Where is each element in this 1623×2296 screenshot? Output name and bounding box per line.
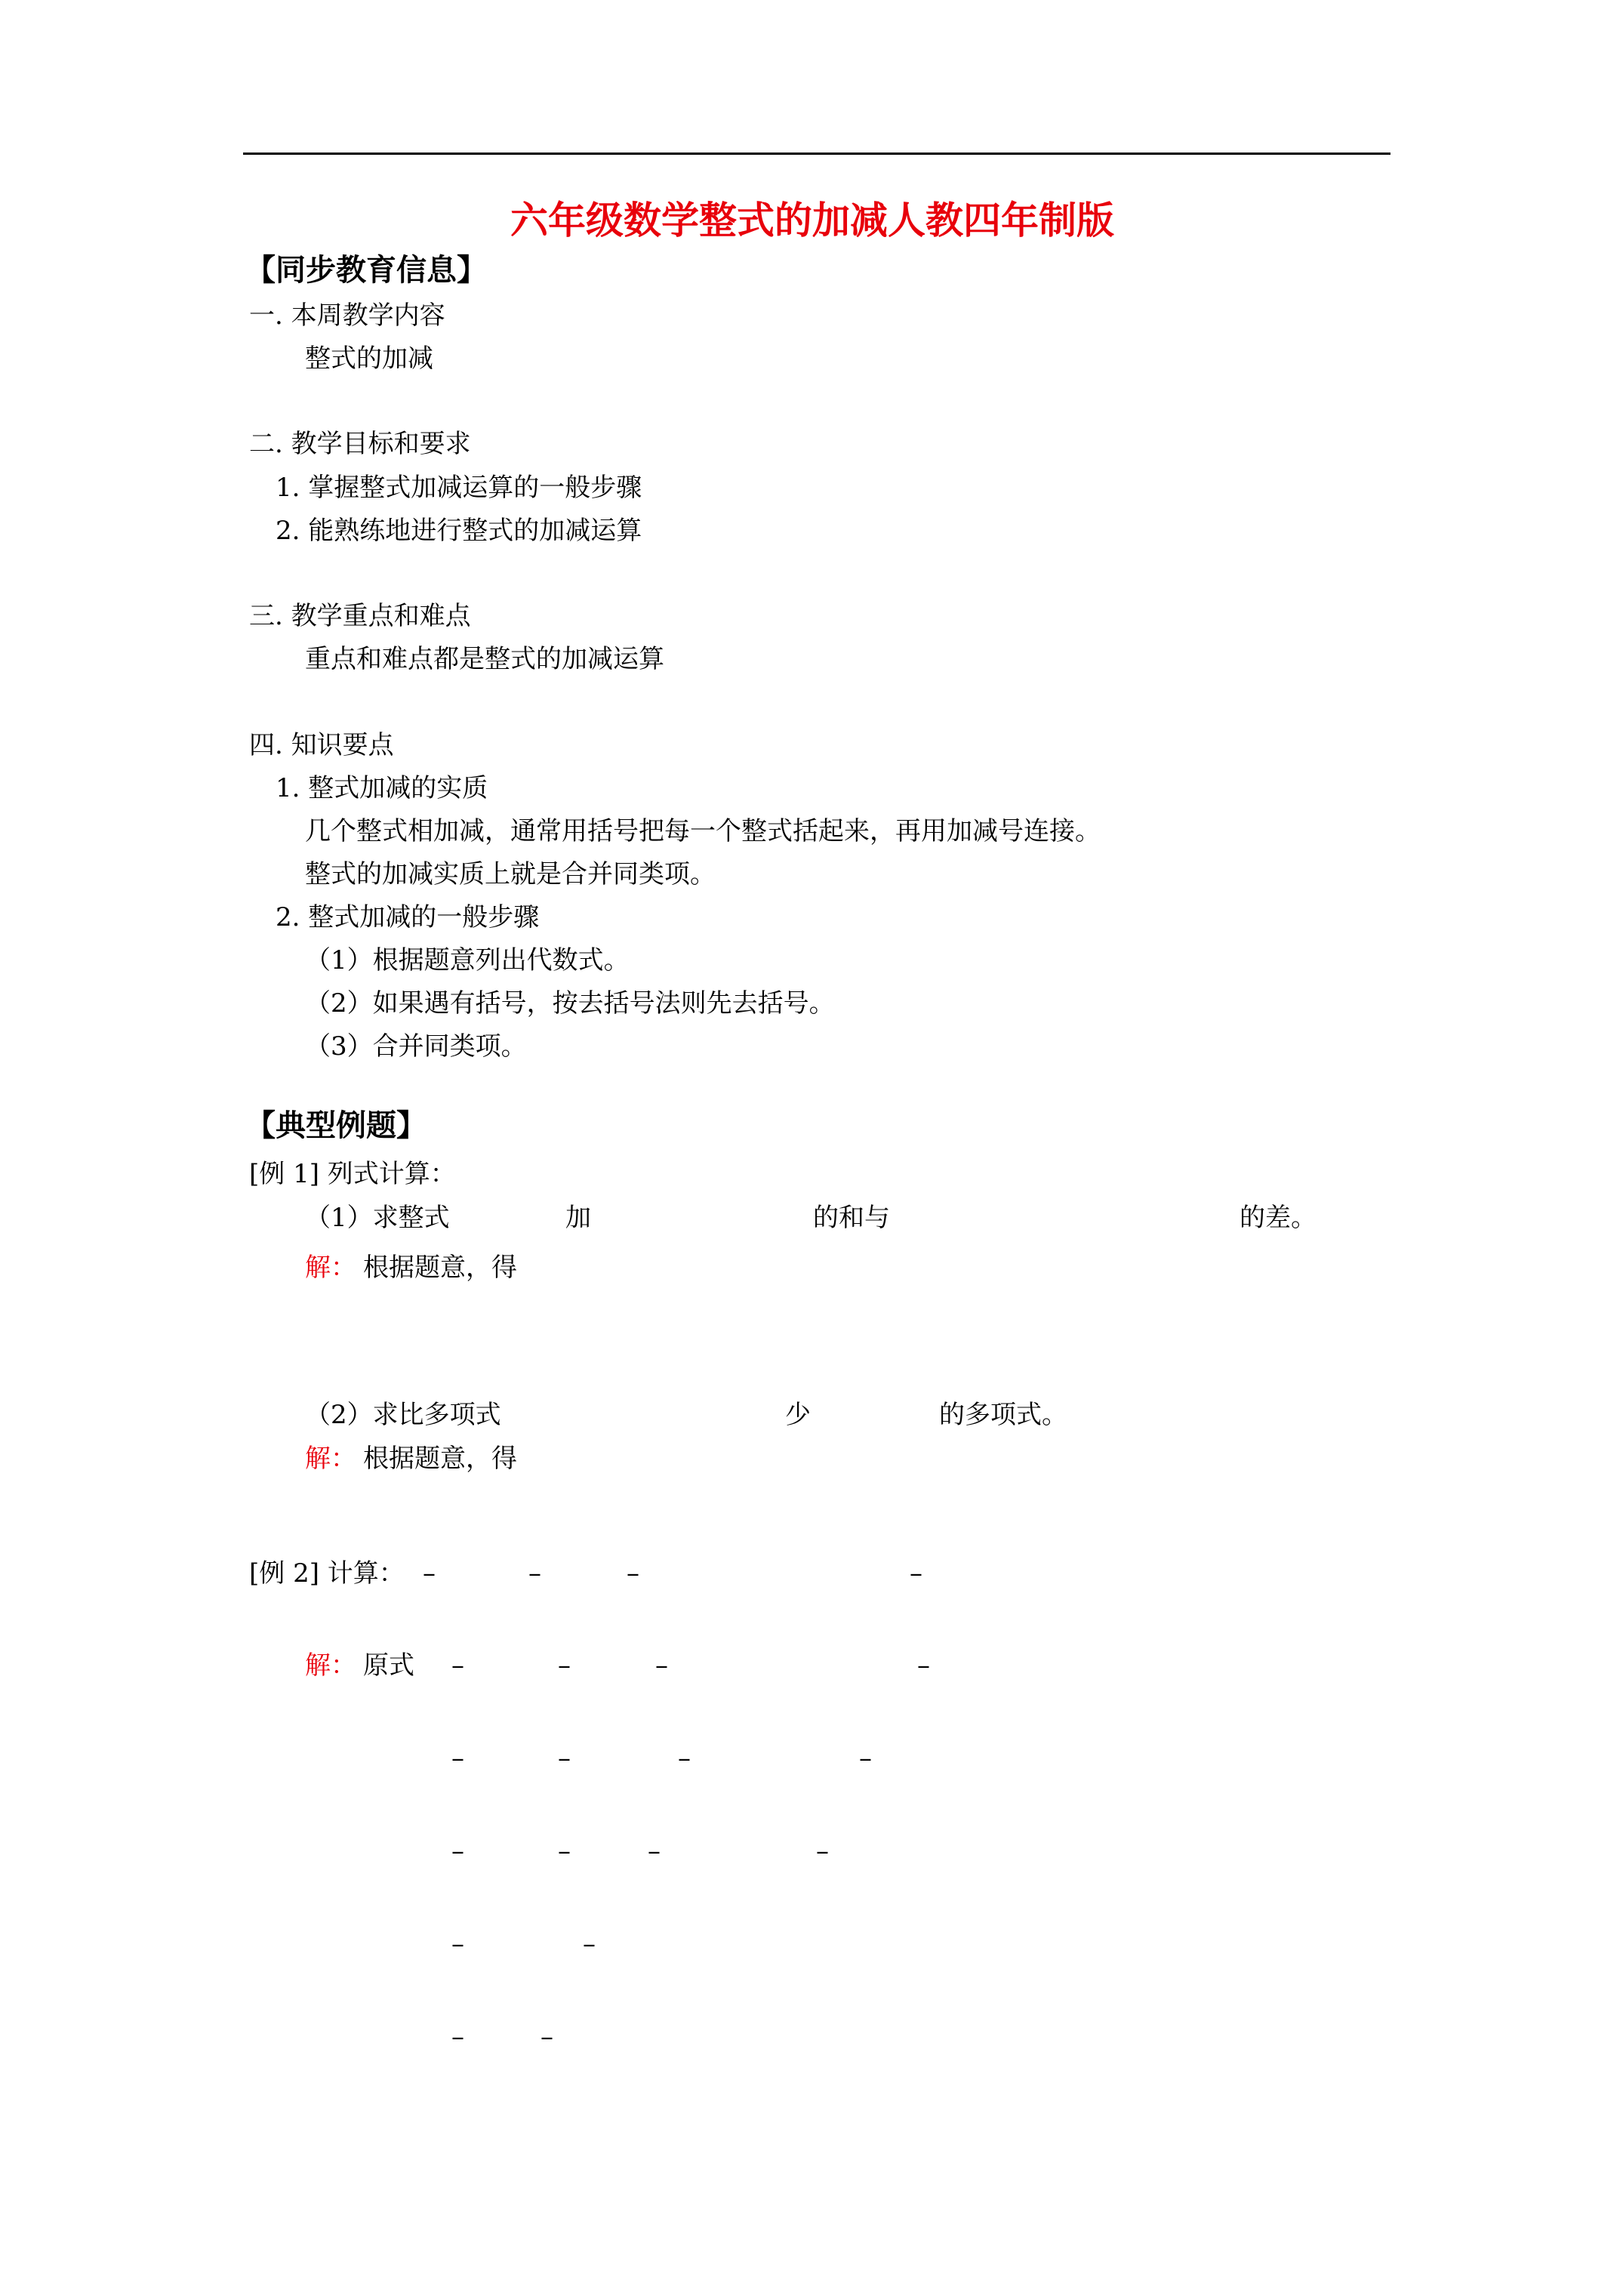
example-1-q1-part-3: 的和与 <box>813 1203 890 1233</box>
section-heading-sync: 【同步教育信息】 <box>245 252 487 288</box>
minus-sign: – <box>528 1558 541 1589</box>
minus-sign: – <box>451 2022 464 2052</box>
minus-sign: – <box>816 1836 829 1866</box>
example-1-q2-part-3: 的多项式。 <box>939 1400 1067 1430</box>
item-3-text: 重点和难点都是整式的加减运算 <box>305 644 664 674</box>
minus-sign: – <box>583 1929 596 1959</box>
minus-sign: – <box>451 1743 464 1774</box>
example-1-label: [例 1] 列式计算： <box>249 1159 456 1189</box>
example-1-q1-part-2: 加 <box>565 1203 591 1233</box>
minus-sign: – <box>558 1743 571 1774</box>
example-1-solution-1-text: 根据题意，得 <box>363 1253 517 1283</box>
example-1-solution-2-text: 根据题意，得 <box>363 1444 517 1474</box>
example-1-solution-2-label: 解： <box>305 1444 356 1474</box>
example-1-solution-1-label: 解： <box>305 1253 356 1283</box>
header-rule <box>243 153 1390 155</box>
minus-sign: – <box>423 1558 436 1589</box>
minus-sign: – <box>910 1558 922 1589</box>
example-1-q2-part-2: 少 <box>785 1400 811 1430</box>
example-2-solution-label: 解： <box>305 1650 356 1681</box>
item-4-label: 四. 知识要点 <box>249 730 394 760</box>
knowledge-2-step-2: （2）如果遇有括号，按去括号法则先去括号。 <box>305 988 835 1019</box>
minus-sign: – <box>540 2022 553 2052</box>
page-title: 六年级数学整式的加减人教四年制版 <box>510 198 1114 242</box>
knowledge-1-line-2: 整式的加减实质上就是合并同类项。 <box>305 859 716 889</box>
minus-sign: – <box>655 1650 668 1681</box>
example-2-solution-text: 原式 <box>363 1650 414 1681</box>
minus-sign: – <box>451 1650 464 1681</box>
knowledge-1-label: 1. 整式加减的实质 <box>276 773 488 803</box>
item-2-label: 二. 教学目标和要求 <box>249 429 471 459</box>
section-heading-examples: 【典型例题】 <box>245 1108 427 1143</box>
minus-sign: – <box>648 1836 661 1866</box>
item-1-text: 整式的加减 <box>305 344 433 374</box>
knowledge-2-label: 2. 整式加减的一般步骤 <box>276 902 540 932</box>
minus-sign: – <box>678 1743 691 1774</box>
example-1-q1-part-4: 的差。 <box>1240 1203 1317 1233</box>
knowledge-1-line-1: 几个整式相加减，通常用括号把每一个整式括起来，再用加减号连接。 <box>305 816 1101 846</box>
minus-sign: – <box>451 1929 464 1959</box>
minus-sign: – <box>627 1558 639 1589</box>
knowledge-2-step-3: （3）合并同类项。 <box>305 1031 527 1062</box>
minus-sign: – <box>451 1836 464 1866</box>
knowledge-2-step-1: （1）根据题意列出代数式。 <box>305 945 630 975</box>
minus-sign: – <box>859 1743 872 1774</box>
minus-sign: – <box>558 1650 571 1681</box>
minus-sign: – <box>917 1650 930 1681</box>
minus-sign: – <box>558 1836 571 1866</box>
example-1-q2-part-1: （2）求比多项式 <box>305 1400 501 1430</box>
item-2-line-1: 1. 掌握整式加减运算的一般步骤 <box>276 473 642 503</box>
item-1-label: 一. 本周教学内容 <box>249 300 445 331</box>
example-2-label: [例 2] 计算： <box>249 1558 405 1589</box>
example-1-q1-part-1: （1）求整式 <box>305 1203 450 1233</box>
item-2-line-2: 2. 能熟练地进行整式的加减运算 <box>276 516 642 546</box>
item-3-label: 三. 教学重点和难点 <box>249 601 471 631</box>
